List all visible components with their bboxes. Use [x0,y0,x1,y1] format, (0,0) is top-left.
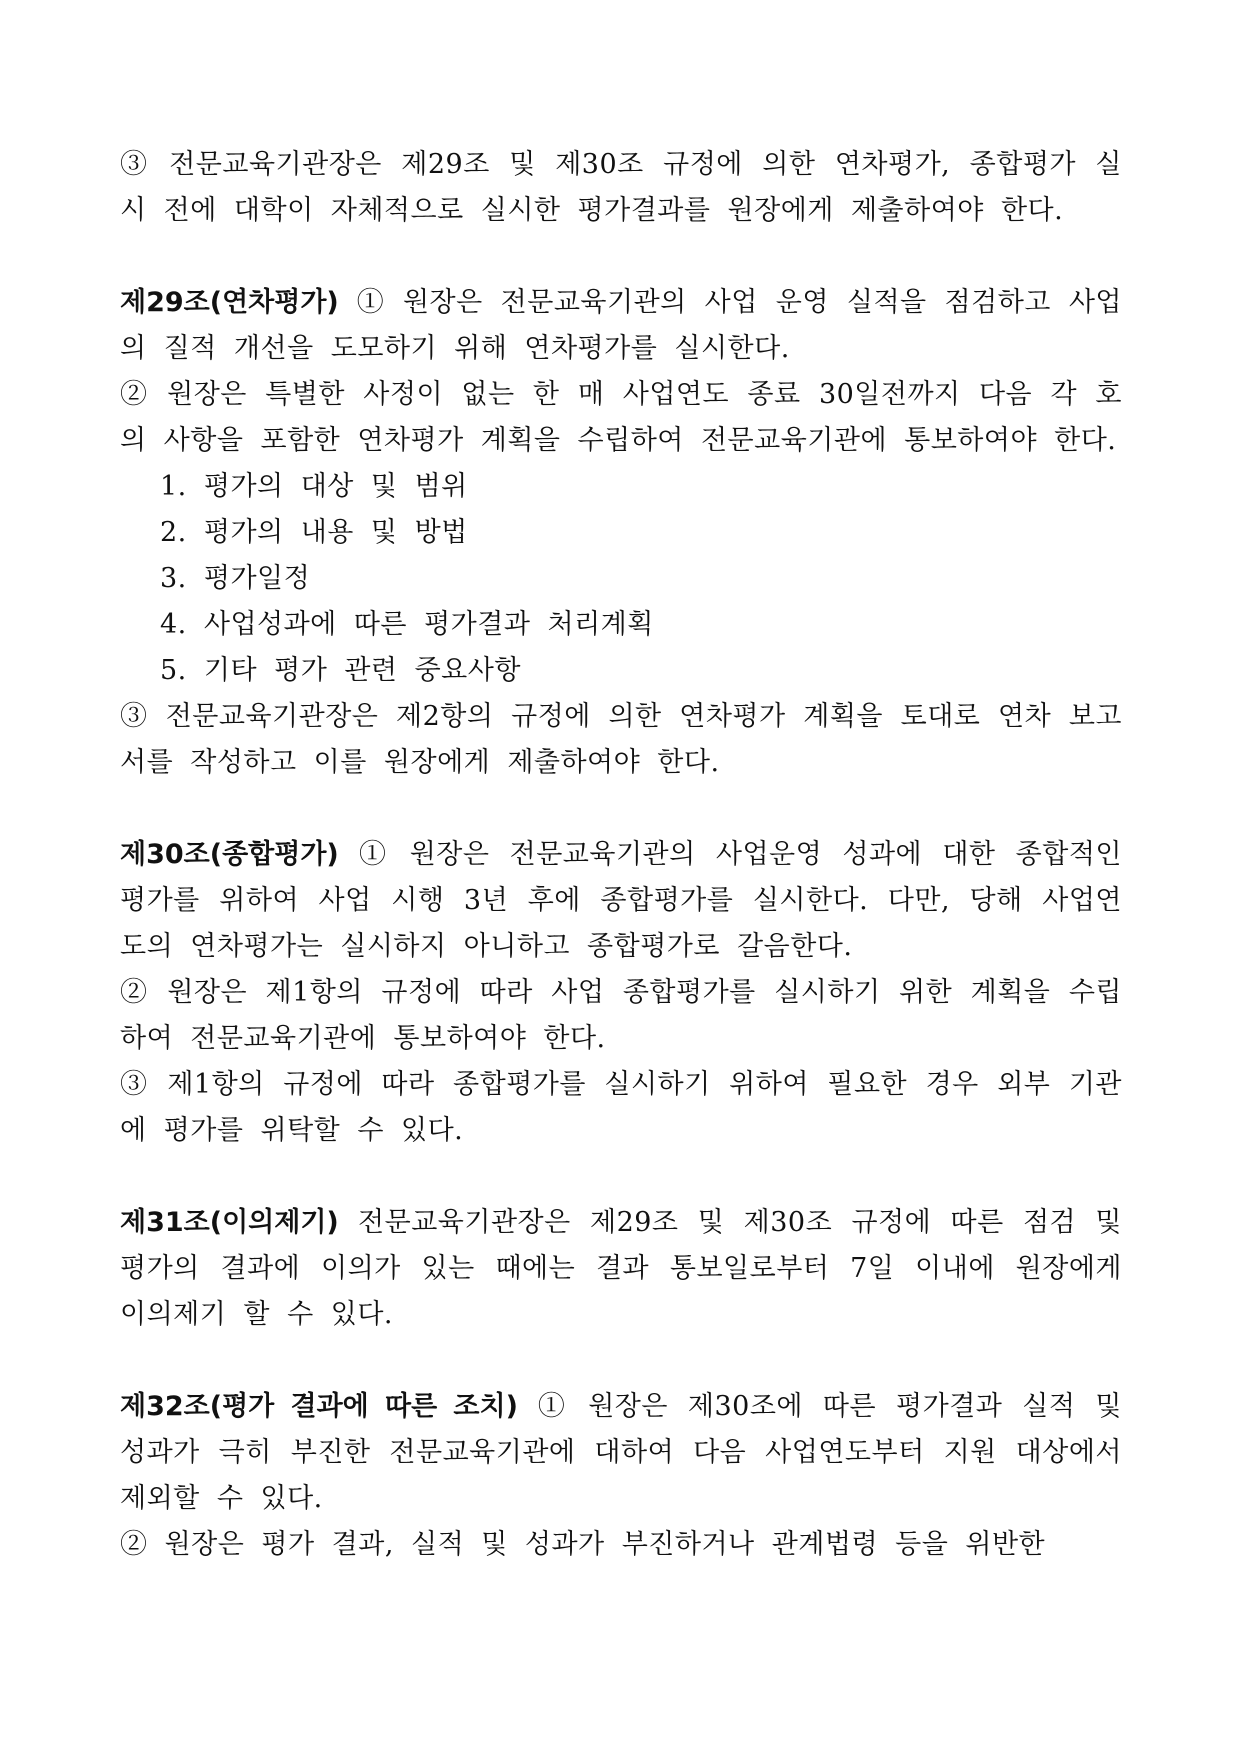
list-item [160,464,1122,510]
article-30-clause-2: ② 원장은 제1항의 규정에 따라 사업 종합평가를 실시하기 위한 계획을 수립하여 전문교육기관에 통보하여야 한다. [120,977,1122,1054]
section-gap [120,234,1122,280]
list-item-text: 평가일정 [203,563,311,594]
article-30-heading: 제30조(종합평가) [120,839,339,870]
list-item-text: 기타 평가 관련 중요사항 [203,655,521,686]
article-32-clause-2: ② 원장은 평가 결과, 실적 및 성과가 부진하거나 관계법령 등을 위반한 [120,1529,1046,1560]
article-30-clause-3: ③ 제1항의 규정에 따라 종합평가를 실시하기 위하여 필요한 경우 외부 기관에 평가를 위탁할 수 있다. [120,1069,1122,1146]
article-32-paragraph-1 [120,1384,1122,1522]
list-item-number: 5. [160,655,187,686]
article-29-clause-1: ① 원장은 전문교육기관의 사업 운영 실적을 점검하고 사업의 질적 개선을 도모하기 위해 연차평가를 실시한다. [120,287,1122,364]
article-31-clause-1: 전문교육기관장은 제29조 및 제30조 규정에 따른 점검 및 평가의 결과에 이의가 있는 때에는 결과 통보일로부터 7일 이내에 원장에게 이의제기 할 수 있다. [120,1207,1122,1330]
article-31-paragraph-1 [120,1200,1122,1338]
article-29-clause-3: ③ 전문교육기관장은 제2항의 규정에 의한 연차평가 계획을 토대로 연차 보고서를 작성하고 이를 원장에게 제출하여야 한다. [120,701,1122,778]
list-item-text: 평가의 대상 및 범위 [203,471,468,502]
list-item-number: 2. [160,517,187,548]
section-gap [120,786,1122,832]
article-29-paragraph-1 [120,280,1122,372]
article-31-heading: 제31조(이의제기) [120,1207,339,1238]
list-item [160,648,1122,694]
list-item-number: 4. [160,609,187,640]
section-gap [120,1338,1122,1384]
article-32-clause-1: ① 원장은 제30조에 따른 평가결과 실적 및 성과가 극히 부진한 전문교육기관에 대하여 다음 사업연도부터 지원 대상에서 제외할 수 있다. [120,1391,1122,1514]
article-29-heading: 제29조(연차평가) [120,287,339,318]
list-item [160,556,1122,602]
list-item-text: 평가의 내용 및 방법 [203,517,468,548]
article-30-paragraph-1 [120,832,1122,970]
section-gap [120,1154,1122,1200]
article-29-item-list [120,464,1122,694]
article-32-heading: 제32조(평가 결과에 따른 조치) [120,1391,518,1422]
article-30-clause-1: ① 원장은 전문교육기관의 사업운영 성과에 대한 종합적인 평가를 위하여 사업 시행 3년 후에 종합평가를 실시한다. 다만, 당해 사업연도의 연차평가는 실시하지 아니하고 종합평가로 갈음한다. [120,839,1122,962]
list-item-text: 사업성과에 따른 평가결과 처리계획 [203,609,654,640]
list-item [160,602,1122,648]
intro-paragraph: ③ 전문교육기관장은 제29조 및 제30조 규정에 의한 연차평가, 종합평가 실시 전에 대학이 자체적으로 실시한 평가결과를 원장에게 제출하여야 한다. [120,149,1122,226]
list-item-number: 1. [160,471,187,502]
list-item [160,510,1122,556]
list-item-number: 3. [160,563,187,594]
article-29-clause-2: ② 원장은 특별한 사정이 없는 한 매 사업연도 종료 30일전까지 다음 각 호의 사항을 포함한 연차평가 계획을 수립하여 전문교육기관에 통보하여야 한다. [120,379,1122,456]
